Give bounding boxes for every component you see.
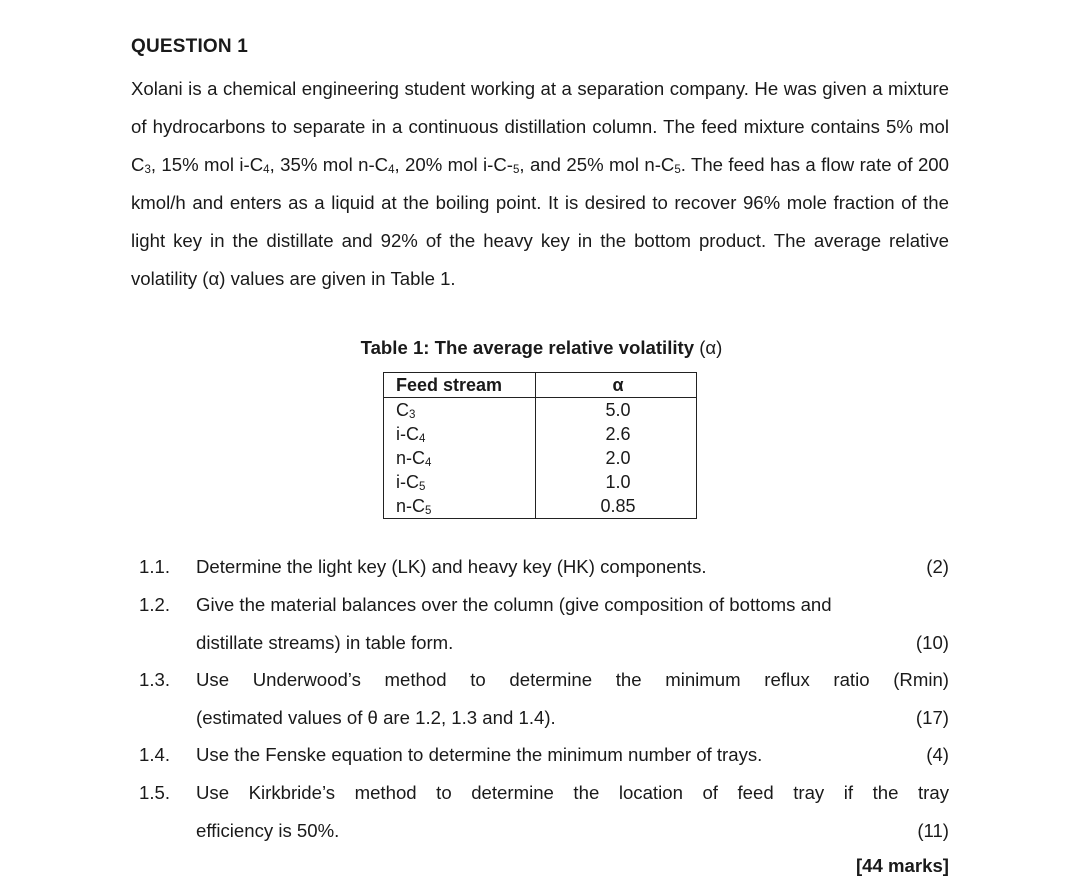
- table-row: [384, 398, 697, 423]
- alpha-cell: 0.85: [536, 494, 697, 519]
- table-caption-bold: Table 1: The average relative volatility: [360, 337, 695, 358]
- header-feed-stream: Feed stream: [384, 373, 536, 398]
- subquestion-number: 1.1.: [139, 556, 171, 577]
- subscript: 4: [263, 164, 270, 176]
- table-header-row: [384, 373, 697, 398]
- subquestion-text: Use Underwood’s method to determine the minimum reflux ratio (Rmin): [196, 669, 949, 690]
- component-cell: $n-C_4$: [384, 446, 536, 470]
- subquestion-text-line2: efficiency is 50%.: [196, 820, 340, 841]
- question-paragraph: [131, 70, 949, 298]
- subquestion-text-line2: distillate streams) in table form.: [196, 632, 454, 653]
- subscript: 5: [674, 164, 681, 176]
- component-cell: $n-C_5$: [384, 494, 536, 519]
- table-caption-rest: (α): [694, 337, 723, 358]
- alpha-cell: 1.0: [536, 470, 697, 494]
- para-text: , 15% mol i-C: [150, 154, 264, 175]
- table-row: [384, 422, 697, 446]
- subscript: 4: [388, 164, 395, 176]
- component-cell: $i-C_5$: [384, 470, 536, 494]
- subquestion-number: 1.4.: [139, 744, 171, 765]
- para-text: , 35% mol n-C: [269, 154, 389, 175]
- header-alpha: α: [536, 373, 697, 398]
- subquestion-text-line2: (estimated values of θ are 1.2, 1.3 and 1.4).: [196, 707, 556, 728]
- subquestion-marks: (11): [917, 820, 949, 841]
- alpha-cell: 2.0: [536, 446, 697, 470]
- subquestion-number: 1.2.: [139, 594, 171, 615]
- subquestion-text: Use the Fenske equation to determine the minimum number of trays.: [196, 744, 763, 765]
- table-row: [384, 494, 697, 519]
- subquestion-text: Give the material balances over the column (give composition of bottoms and: [196, 594, 832, 615]
- subquestion-text: Determine the light key (LK) and heavy key (HK) components.: [196, 556, 707, 577]
- para-text: . The feed has a flow rate of 200 kmol/h and enters as a liquid at the boiling point. It is desired to recover 96% mole fraction of the light key in the distillate and 92% of the heavy key in the bottom product. The average relative volatility (α) values are given in Table 1.: [131, 154, 949, 289]
- table-caption: [0, 337, 1073, 359]
- subquestion-marks: (17): [915, 707, 949, 728]
- subquestion-number: 1.3.: [139, 669, 171, 690]
- component-cell: $C_3$: [384, 398, 536, 423]
- para-text: , 20% mol i-C-: [394, 154, 513, 175]
- alpha-cell: 2.6: [536, 422, 697, 446]
- para-text: , and 25% mol n-C: [519, 154, 675, 175]
- alpha-cell: 5.0: [536, 398, 697, 423]
- subquestion-marks: (2): [926, 556, 949, 577]
- table-row: [384, 470, 697, 494]
- subquestion-marks: (4): [926, 744, 949, 765]
- subquestion-marks: (10): [915, 632, 949, 653]
- subscript: 3: [144, 164, 151, 176]
- total-marks: [44 marks]: [855, 855, 949, 876]
- component-cell: $i-C_4$: [384, 422, 536, 446]
- subquestion-text: Use Kirkbride’s method to determine the location of feed tray if the tray: [196, 782, 949, 803]
- volatility-table: [383, 372, 697, 519]
- subquestion-number: 1.5.: [139, 782, 171, 803]
- subscript: 5: [512, 164, 520, 176]
- table-row: [384, 446, 697, 470]
- para-text: Xolani is a chemical engineering student working at a separation company. He was given a mixture of hydrocarbons to separate in a continuous distillation column. The feed mixture contains 5% mol C: [131, 78, 949, 175]
- question-title: QUESTION 1: [131, 36, 249, 57]
